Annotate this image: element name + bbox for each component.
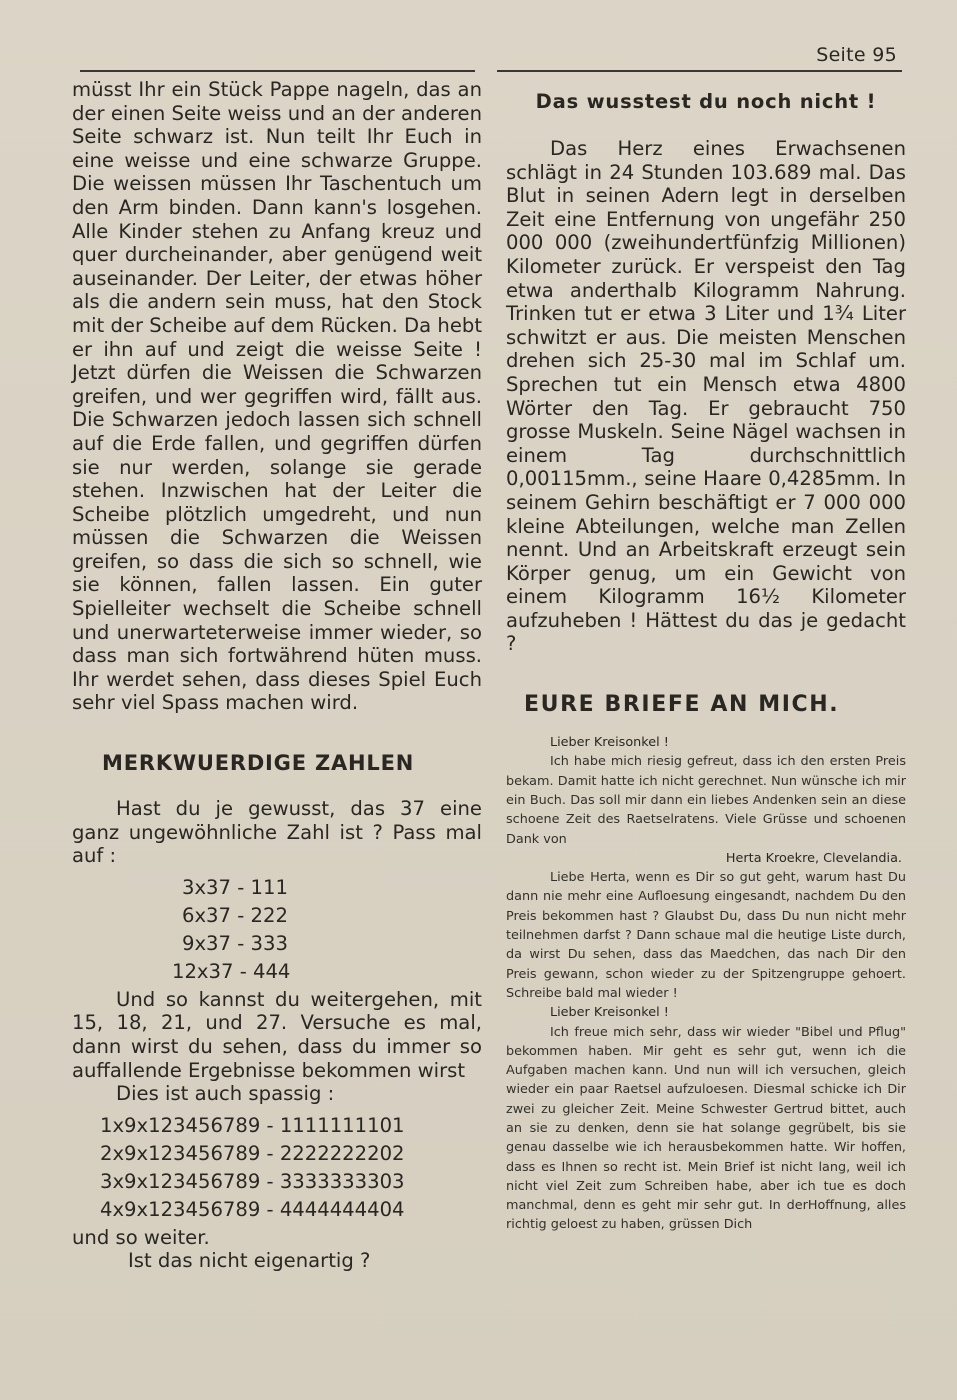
equation-item: 9x37 - 333 (182, 931, 288, 955)
left-column-rule (80, 70, 475, 72)
letter-body: Ich habe mich riesig gefreut, dass ich den ersten Preis bekam. Damit hatte ich nicht gerechnet. Nun wünsche ich mir ein Buch. Das soll mir dann ein liebes Andenken sein an diese schoene Zeit des Raetselratens. Viele Grüsse und schoenen Dank von (506, 754, 906, 847)
letter-reply: Liebe Herta, wenn es Dir so gut geht, warum hast Du dann nie mehr eine Aufloesung eingesandt, nachdem Du den Preis bekommen hast ? Glaubst Du, dass Du nun nicht mehr teilnehmen darfst ? Dann schaue mal die heutige Liste durch, da wirst Du sehen, dass das Maedchen, das nach Dir den Preis gewann, schon wieder zu der Spitzengruppe gehoert. Schreibe bald mal wieder ! (506, 870, 906, 1001)
page-number: Seite 95 (816, 44, 897, 66)
equation-item: 1x9x123456789 - 1111111101 (100, 1113, 405, 1137)
equation-list-37 (72, 874, 482, 986)
equation-item: 6x37 - 222 (182, 903, 288, 927)
game-instructions-paragraph: müsst Ihr ein Stück Pappe nageln, das an der einen Seite weiss und an der anderen Seite schwarz ist. Nun teilt Ihr Euch in eine weisse und eine schwarze Gruppe. Die weissen müssen Ihr Taschentuch um den Arm binden. Dann kann's losgehen. Alle Kinder stehen zu Anfang kreuz und quer durcheinander, aber genügend weit auseinander. Der Leiter, der etwas höher als die andern sein muss, hat den Stock mit der Scheibe auf dem Rücken. Da hebt er ihn auf und zeigt die weisse Seite ! Jetzt dürfen die Weissen die Schwarzen greifen, und wer gegriffen wird, fällt aus. Die Schwarzen jedoch lassen sich schnell auf die Erde fallen, und gegriffen dürfen sie nur werden, solange sie gerade stehen. Inzwischen hat der Leiter die Scheibe plötzlich umgedreht, und nun müssen die Schwarzen die Weissen greifen, so dass die sich so schnell, wie sie können, fallen lassen. Ein guter Spielleiter wechselt die Scheibe schnell und unerwarteterweise immer wieder, so dass man sich fortwährend hüten muss. Ihr werdet sehen, dass dieses Spiel Euch sehr viel Spass machen wird. (72, 78, 482, 715)
heading-das-wusstest-du: Das wusstest du noch nicht ! (535, 90, 877, 113)
zahlen-intro: Hast du je gewusst, das 37 eine ganz ungewöhnliche Zahl ist ? Pass mal auf : (72, 797, 482, 868)
letter-signature: Herta Kroekre, Clevelandia. (725, 850, 902, 866)
left-column (72, 78, 482, 1273)
equation-item: 4x9x123456789 - 4444444404 (100, 1197, 405, 1221)
heading-eure-briefe: EURE BRIEFE AN MICH. (524, 692, 840, 718)
spassig-line: Dies ist auch spassig : (116, 1082, 335, 1106)
letter-body: Ich freue mich sehr, dass wir wieder "Bibel und Pflug" bekommen haben. Mir geht es sehr gut, wenn ich die Aufgaben machen kann. Und nun will ich versuchen, gleich wieder ein paar Raetsel aufzuloesen. Diesmal schicke ich Dir zwei zu gleicher Zeit. Meine Schwester Gertrud bittet, auch an sie zu denken, denn sie hat solange gegrübelt, bis sie genau dasselbe wie ich herausbekommen hatte. Wir hoffen, dass es Ihnen so recht ist. Mein Brief ist nicht lang, weil ich nicht viel Zeit zum Schreiben habe, aber ich tue es doch manchmal, denn es geht mir sehr gut. In derHoffnung, alles richtig geloest zu haben, grüssen Dich (506, 1024, 906, 1233)
equation-item: 3x9x123456789 - 3333333303 (100, 1169, 405, 1193)
heading-merkwuerdige-zahlen: MERKWUERDIGE ZAHLEN (102, 751, 415, 776)
equation-item: 12x37 - 444 (172, 959, 291, 983)
right-column (506, 84, 906, 1235)
equation-item: 3x37 - 111 (182, 875, 288, 899)
und-so-weiter: und so weiter. (72, 1225, 210, 1249)
equation-list-9 (72, 1112, 482, 1224)
zahlen-continue: Und so kannst du weitergehen, mit 15, 18, 21, und 27. Versuche es mal, dann wirst du sehen, dass du immer so auffallende Ergebnisse bekommen wirst (72, 987, 482, 1082)
equation-item: 2x9x123456789 - 2222222202 (100, 1141, 405, 1165)
letter-greeting: Lieber Kreisonkel ! (550, 735, 669, 751)
closing-question: Ist das nicht eigenartig ? (128, 1249, 371, 1273)
right-column-rule (497, 70, 902, 72)
letter-greeting: Lieber Kreisonkel ! (550, 1005, 669, 1021)
letters-section (506, 733, 906, 1235)
facts-paragraph: Das Herz eines Erwachsenen schlägt in 24 Stunden 103.689 mal. Das Blut in seinen Adern legt in derselben Zeit eine Entfernung von ungefähr 250 000 000 (zweihundertfünfzig Millionen) Kilometer zurück. Er verspeist den Tag etwa anderthalb Kilogramm Nahrung. Trinken tut er etwa 3 Liter und 1¾ Liter schwitzt er aus. Die meisten Menschen drehen sich 25-30 mal im Schlaf um. Sprechen tut ein Mensch etwa 4800 Wörter den Tag. Er gebraucht 750 grosse Muskeln. Seine Nägel wachsen in einem Tag durchschnittlich 0,00115mm., seine Haare 0,4285mm. In seinem Gehirn beschäftigt er 7 000 000 kleine Abteilungen, welche man Zellen nennt. Und an Arbeitskraft erzeugt sein Körper genug, um ein Gewicht von einem Kilogramm 16½ Kilometer aufzuheben ! Hättest du das je gedacht ? (506, 137, 906, 656)
